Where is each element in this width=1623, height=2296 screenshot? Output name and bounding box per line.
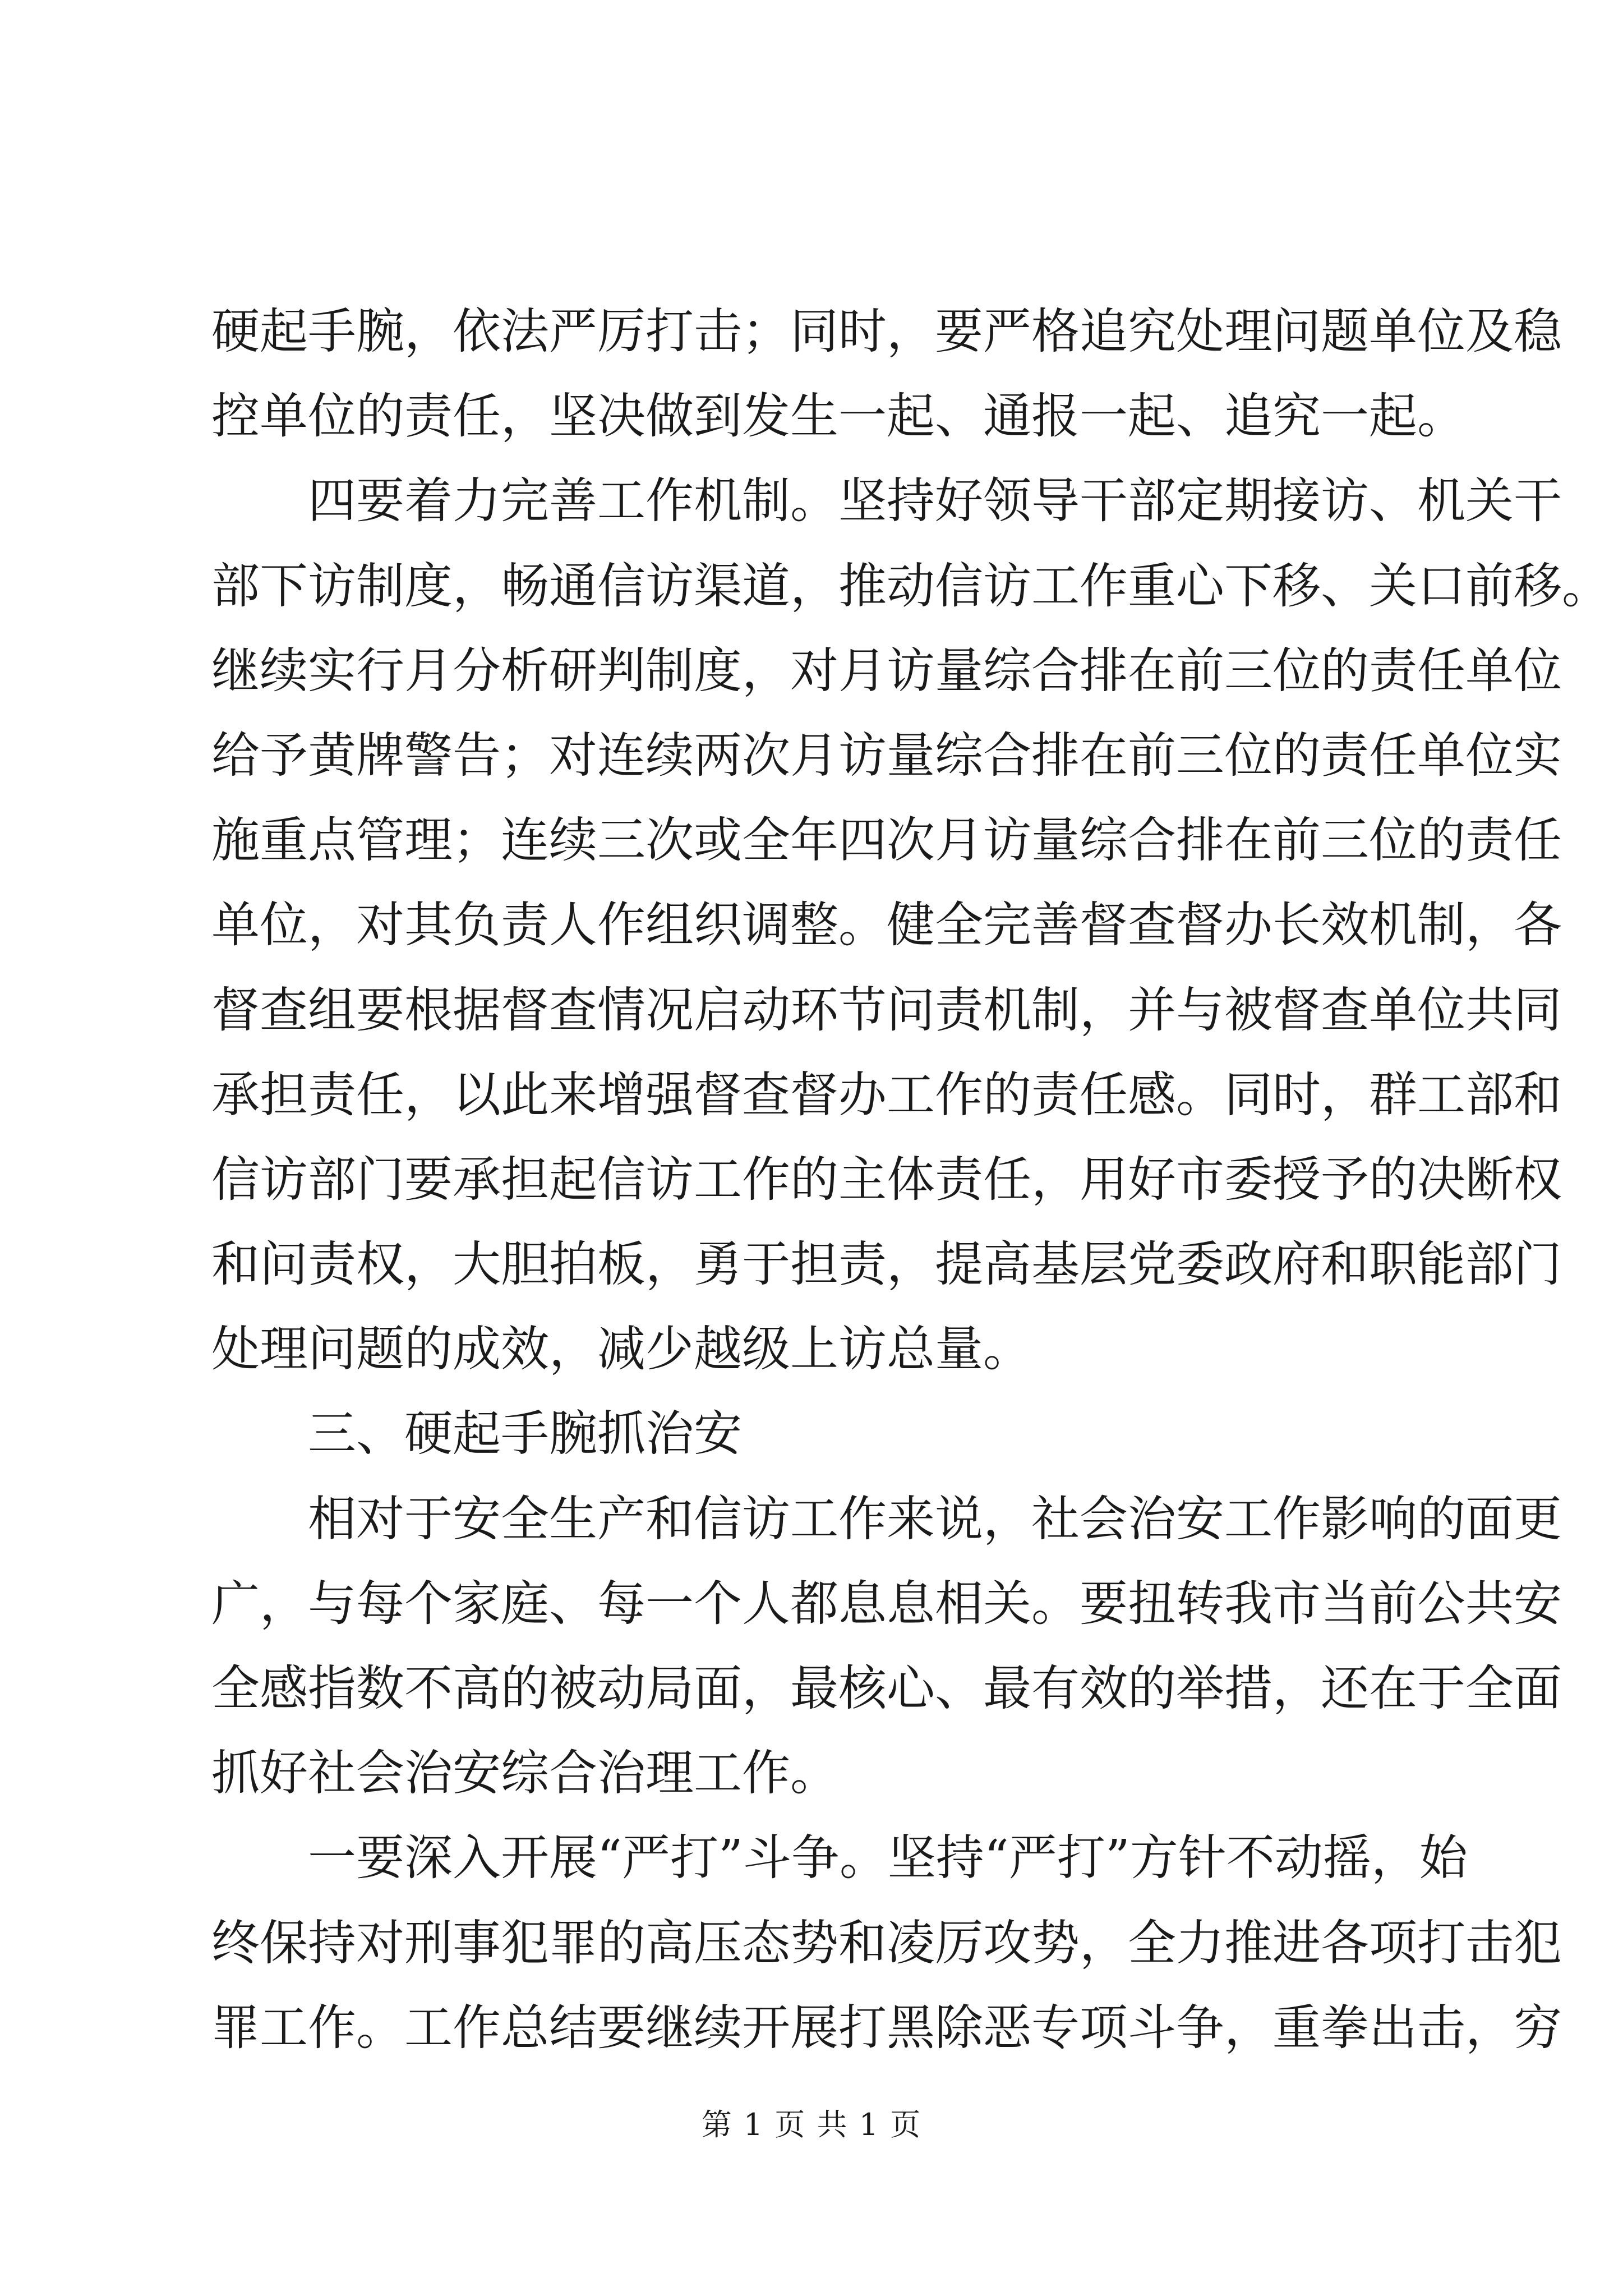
text-line: 四要着力完善工作机制。坚持好领导干部定期接访、机关干 [308, 473, 1562, 530]
text-line: 全感指数不高的被动局面，最核心、最有效的举措，还在于全面 [211, 1660, 1562, 1717]
text-line: 继续实行月分析研判制度，对月访量综合排在前三位的责任单位 [211, 642, 1562, 699]
text-line: 施重点管理；连续三次或全年四次月访量综合排在前三位的责任 [211, 812, 1562, 869]
text-line: 终保持对刑事犯罪的高压态势和凌厉攻势，全力推进各项打击犯 [211, 1915, 1562, 1971]
text-line: 给予黄牌警告；对连续两次月访量综合排在前三位的责任单位实 [211, 727, 1562, 784]
text-line: 广，与每个家庭、每一个人都息息相关。要扭转我市当前公共安 [211, 1575, 1562, 1632]
text-line: 单位，对其负责人作组织调整。健全完善督查督办长效机制，各 [211, 897, 1562, 954]
text-line: 控单位的责任，坚决做到发生一起、通报一起、追究一起。 [211, 388, 1465, 445]
text-line: 督查组要根据督查情况启动环节问责机制，并与被督查单位共同 [211, 982, 1562, 1038]
text-line: 硬起手腕，依法严厉打击；同时，要严格追究处理问题单位及稳 [211, 303, 1562, 360]
text-line: 罪工作。工作总结要继续开展打黑除恶专项斗争，重拳出击，穷 [211, 1999, 1562, 2056]
text-line: 处理问题的成效，减少越级上访总量。 [211, 1321, 1031, 1378]
text-line: 部下访制度，畅通信访渠道，推动信访工作重心下移、关口前移。 [211, 558, 1610, 614]
text-line: 信访部门要承担起信访工作的主体责任，用好市委授予的决断权 [211, 1151, 1562, 1208]
text-line: 承担责任，以此来增强督查督办工作的责任感。同时，群工部和 [211, 1066, 1562, 1123]
page-footer: 第 1 页 共 1 页 [701, 2107, 922, 2142]
text-line: 抓好社会治安综合治理工作。 [211, 1745, 838, 1802]
text-line: 相对于安全生产和信访工作来说，社会治安工作影响的面更 [308, 1490, 1562, 1547]
text-line: 三、硬起手腕抓治安 [308, 1406, 742, 1462]
document-body [211, 289, 1610, 2070]
text-line: 一要深入开展“严打”斗争。坚持“严打”方针不动摇，始 [308, 1830, 1468, 1887]
text-line: 和问责权，大胆拍板，勇于担责，提高基层党委政府和职能部门 [211, 1236, 1562, 1293]
